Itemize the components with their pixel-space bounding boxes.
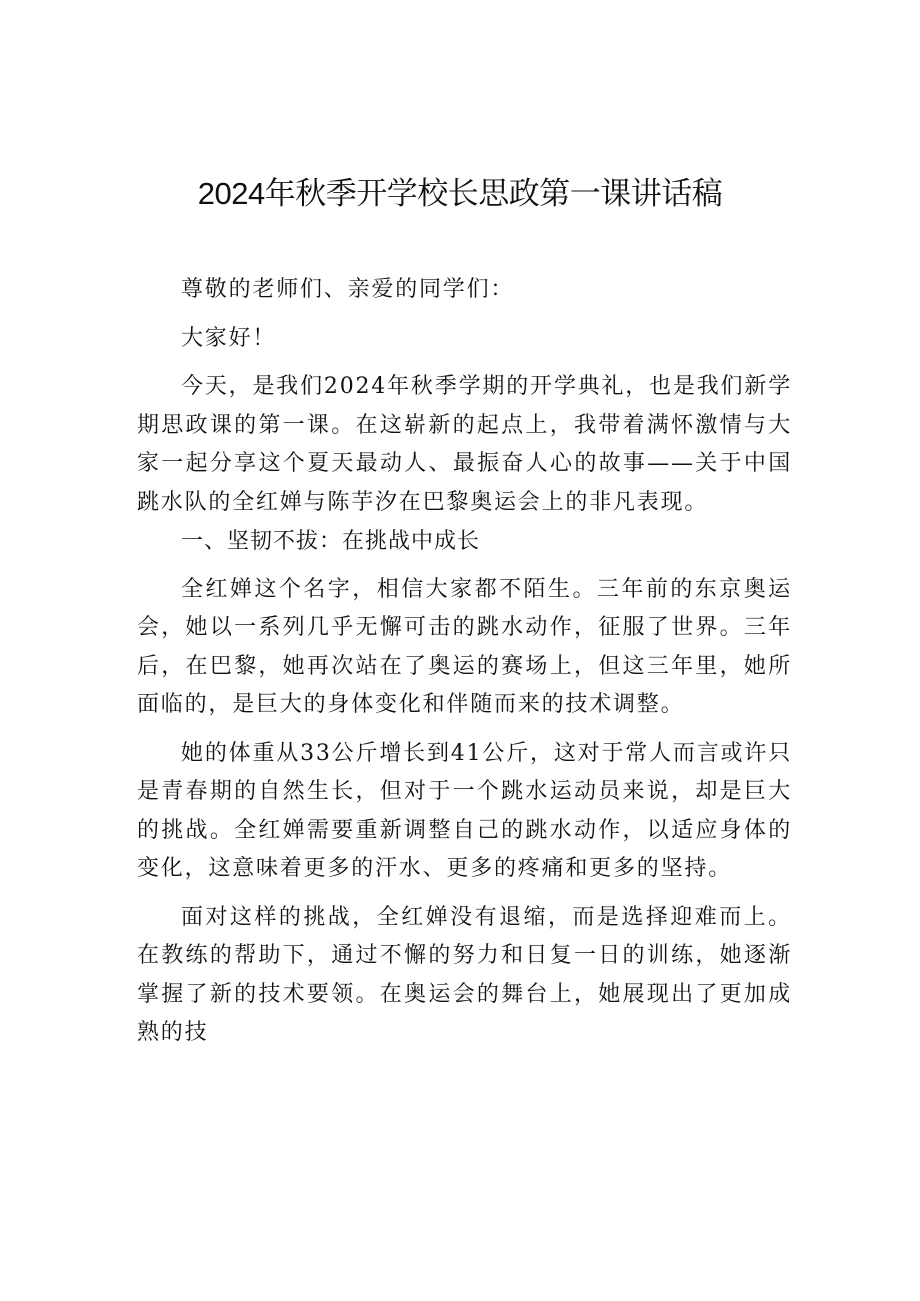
paragraph-1: 全红婵这个名字，相信大家都不陌生。三年前的东京奥运会，她以一系列几乎无懈可击的跳水动作，征服了世界。三年后，在巴黎，她再次站在了奥运的赛场上，但这三年里，她所面临的，是巨大的身体变化和伴随而来的技术调整。 xyxy=(137,576,792,717)
paragraph-2: 她的体重从33公斤增长到41公斤，这对于常人而言或许只是青春期的自然生长，但对于一个跳水运动员来说，却是巨大的挑战。全红婵需要重新调整自己的跳水动作，以适应身体的变化，这意味着更多的汗水、更多的疼痛和更多的坚持。 xyxy=(137,740,792,881)
paragraph-3: 面对这样的挑战，全红婵没有退缩，而是选择迎难而上。在教练的帮助下，通过不懈的努力和日复一日的训练，她逐渐掌握了新的技术要领。在奥运会的舞台上，她展现出了更加成熟的技 xyxy=(137,904,792,1045)
greeting: 大家好！ xyxy=(181,325,277,351)
section-heading-1: 一、坚韧不拔：在挑战中成长 xyxy=(181,528,481,553)
salutation: 尊敬的老师们、亲爱的同学们： xyxy=(181,277,515,302)
paragraph-intro: 今天，是我们2024年秋季学期的开学典礼，也是我们新学期思政课的第一课。在这崭新的起点上，我带着满怀激情与大家一起分享这个夏天最动人、最振奋人心的故事——关于中国跳水队的全红婵与陈芋汐在巴黎奥运会上的非凡表现。 xyxy=(137,374,792,515)
document-body xyxy=(137,271,792,1053)
document-title: 2024年秋季开学校长思政第一课讲话稿 xyxy=(197,176,723,211)
